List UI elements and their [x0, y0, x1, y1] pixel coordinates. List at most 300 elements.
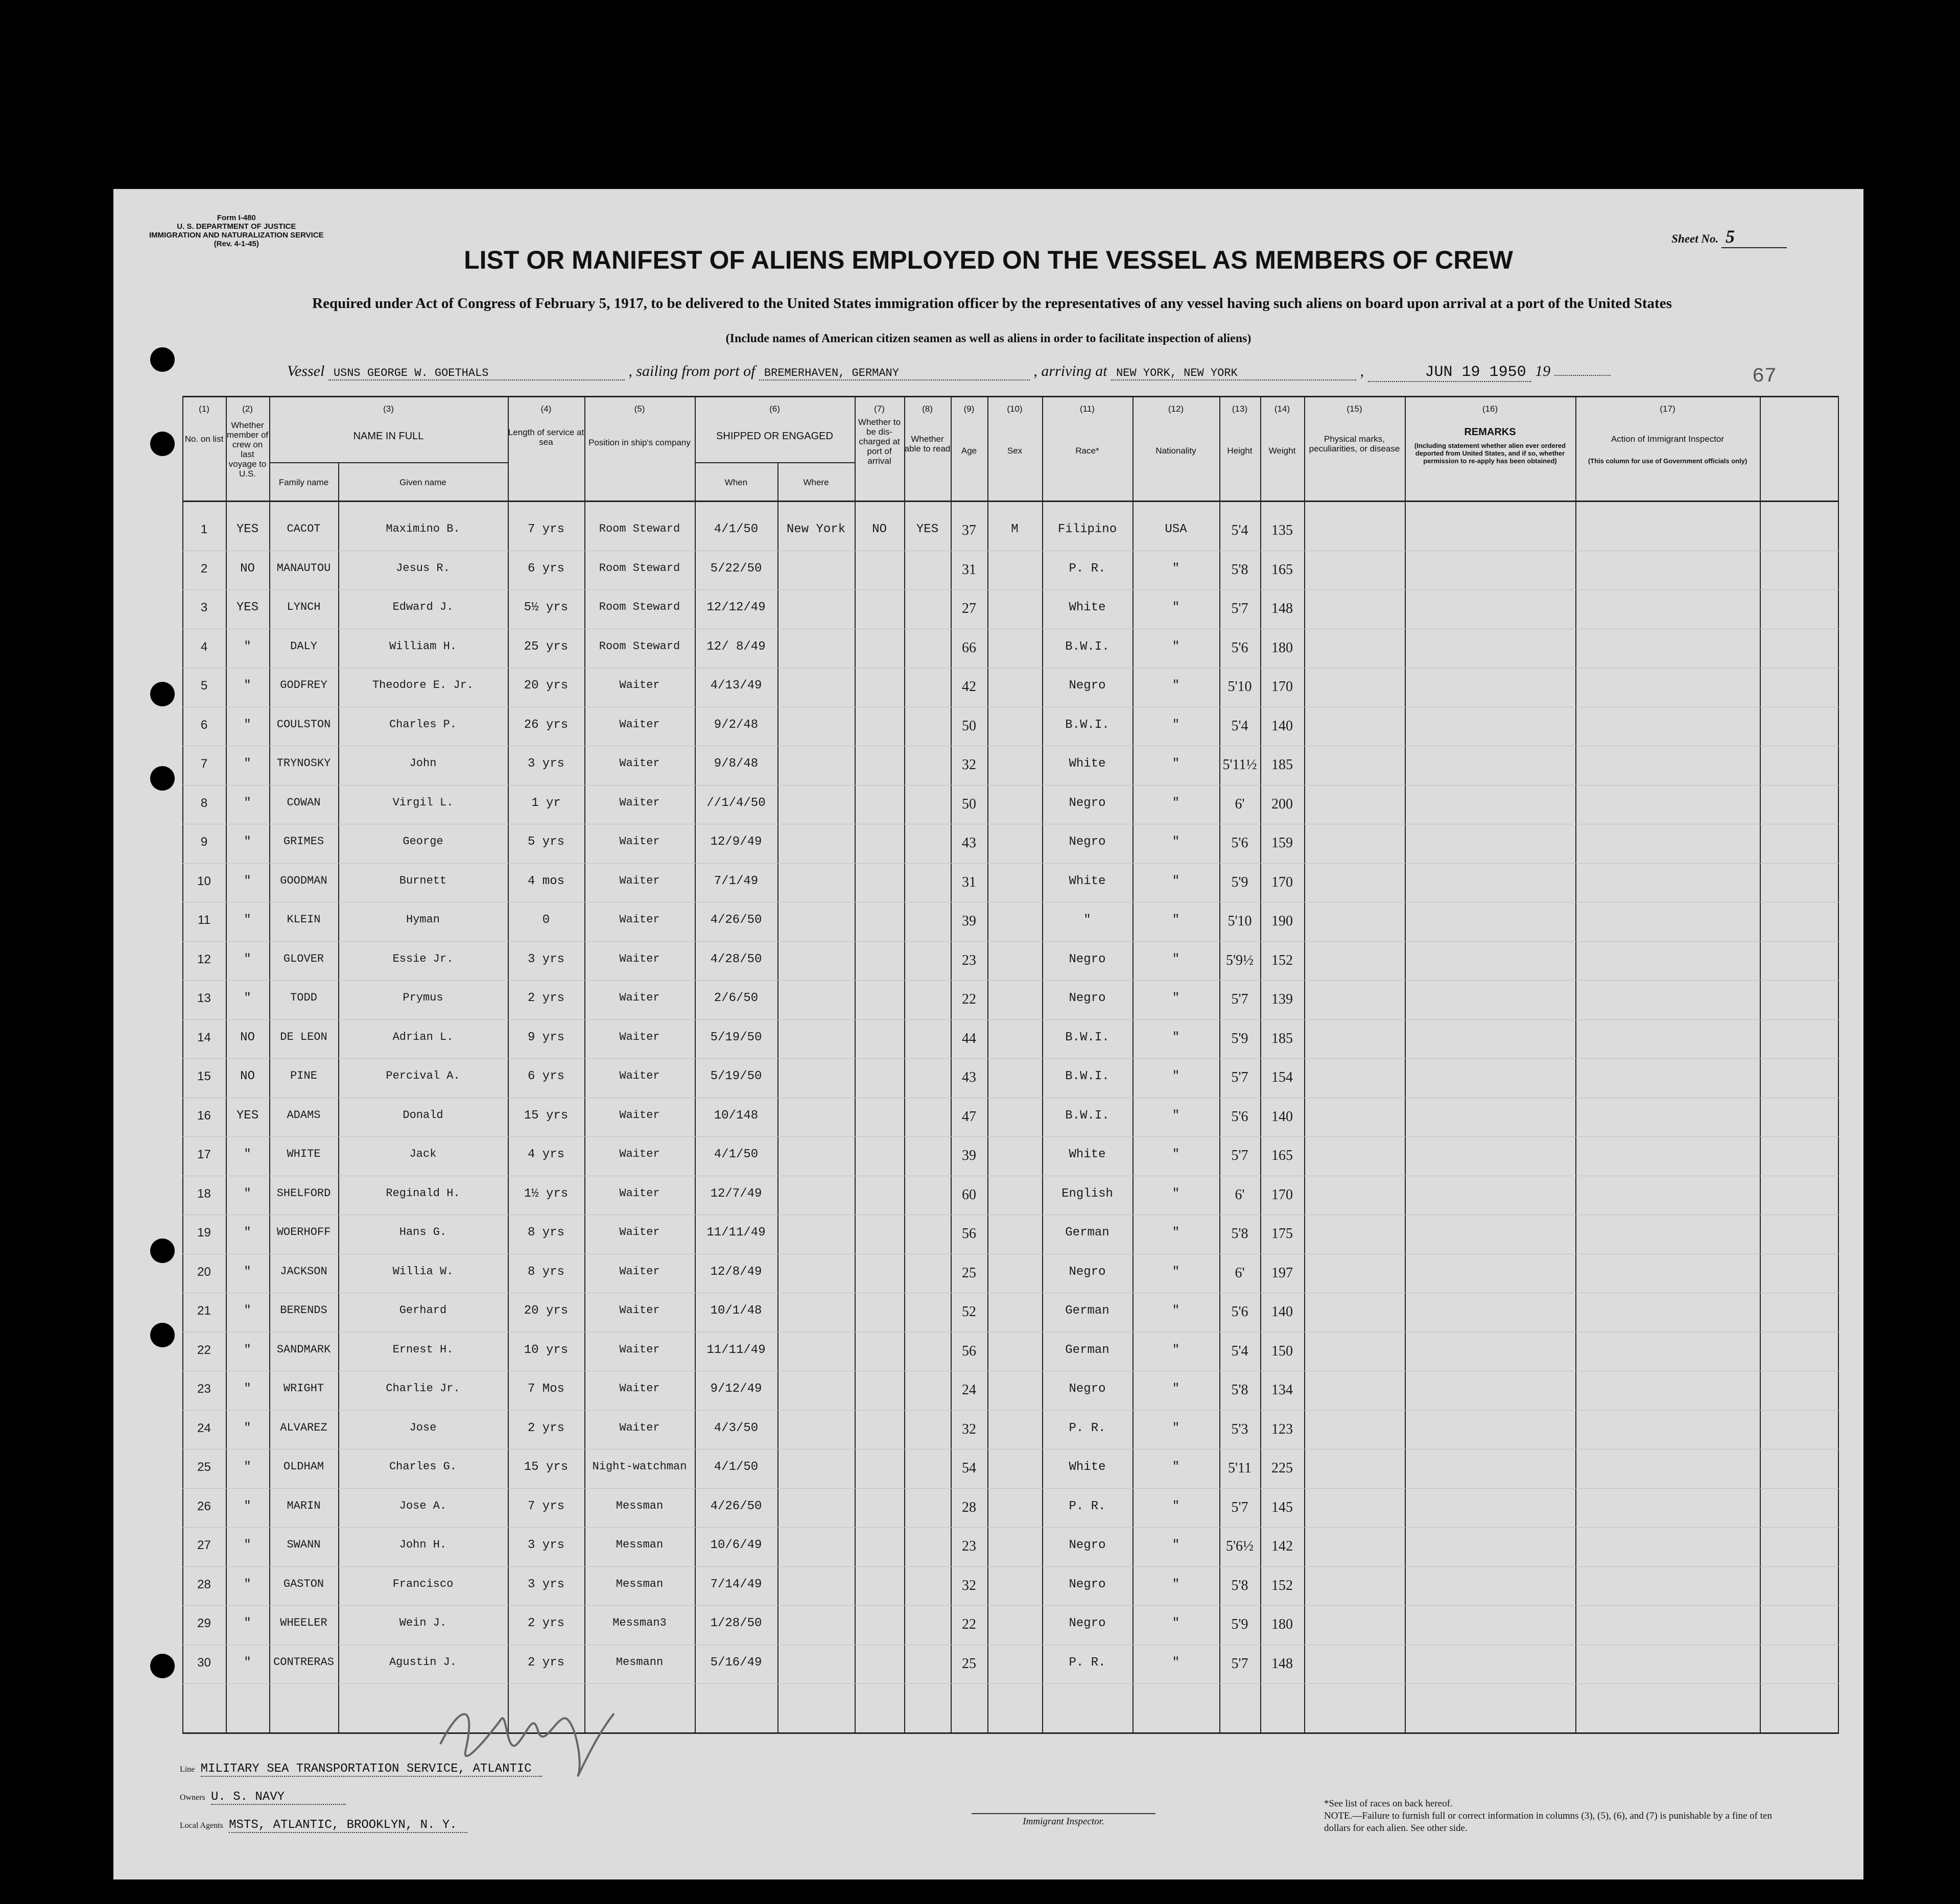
- cell-family: ADAMS: [287, 1108, 321, 1122]
- table-column-rule: [1405, 396, 1406, 1734]
- cell-age: 42: [962, 679, 976, 695]
- cell-race: English: [1061, 1186, 1113, 1201]
- manifest-sheet: [113, 189, 1863, 1879]
- table-column-rule: [1132, 396, 1134, 1734]
- cell-height: 5'4: [1231, 1343, 1248, 1359]
- cell-given: Adrian L.: [392, 1030, 454, 1043]
- table-row-divider: [182, 1019, 1839, 1020]
- cell-age: 60: [962, 1186, 976, 1203]
- cell-weight: 150: [1271, 1343, 1293, 1359]
- cell-family: GODFREY: [280, 679, 327, 692]
- cell-race: Negro: [1069, 1538, 1106, 1552]
- cell-nationality: ": [1172, 639, 1180, 654]
- column-header-weight: Weight: [1268, 446, 1296, 456]
- cell-length: 25 yrs: [524, 639, 569, 654]
- cell-given: Reginald H.: [386, 1186, 460, 1200]
- cell-length: 1 yr: [531, 796, 561, 810]
- table-row-rule: [182, 501, 1839, 502]
- year-label: 19: [1535, 363, 1551, 379]
- cell-weight: 185: [1271, 1030, 1293, 1046]
- table-column-rule: [1760, 396, 1761, 1734]
- cell-nationality: ": [1172, 718, 1180, 732]
- cell-height: 5'10: [1227, 913, 1252, 929]
- cell-no: 29: [197, 1616, 211, 1630]
- cell-family: JACKSON: [280, 1265, 327, 1278]
- column-header-n6: (6): [769, 404, 780, 414]
- table-column-rule: [1304, 396, 1305, 1734]
- cell-nationality: ": [1172, 991, 1180, 1005]
- column-header-discharged: Whether to be dis-charged at port of arrival: [858, 417, 901, 466]
- cell-height: 5'7: [1231, 1148, 1248, 1163]
- cell-age: 32: [962, 757, 976, 773]
- cell-when: 4/13/49: [710, 679, 762, 693]
- cell-nationality: ": [1172, 874, 1180, 888]
- cell-height: 5'8: [1231, 561, 1248, 578]
- cell-no: 30: [197, 1655, 211, 1670]
- cell-when: 4/3/50: [714, 1421, 759, 1435]
- crew-table: [182, 396, 1839, 1734]
- cell-position: Waiter: [619, 1108, 660, 1122]
- cell-race: Negro: [1069, 1577, 1106, 1591]
- cell-nationality: ": [1172, 1343, 1180, 1357]
- cell-member: ": [244, 639, 251, 654]
- cell-given: Agustin J.: [389, 1655, 457, 1669]
- cell-when: 11/11/49: [706, 1226, 766, 1240]
- cell-weight: 175: [1271, 1226, 1293, 1242]
- sailing-port: BREMERHAVEN, GERMANY: [759, 367, 1030, 380]
- revision: (Rev. 4-1-45): [214, 240, 259, 248]
- table-column-rule: [777, 396, 778, 1734]
- cell-when: 11/11/49: [706, 1343, 766, 1357]
- cell-given: Charles P.: [389, 718, 457, 731]
- cell-height: 5'6½: [1225, 1538, 1254, 1554]
- cell-height: 5'7: [1231, 1499, 1248, 1515]
- cell-race: Negro: [1069, 1616, 1106, 1630]
- cell-when: 4/28/50: [710, 952, 762, 966]
- cell-nationality: ": [1172, 1069, 1180, 1083]
- cell-weight: 135: [1271, 522, 1293, 538]
- cell-age: 25: [962, 1265, 976, 1281]
- column-header-n13: (13): [1232, 404, 1248, 414]
- cell-family: MANAUTOU: [276, 561, 331, 575]
- cell-weight: 185: [1271, 757, 1293, 773]
- cell-nationality: ": [1172, 1186, 1180, 1201]
- cell-no: 20: [197, 1265, 211, 1279]
- cell-age: 24: [962, 1382, 976, 1398]
- table-column-rule: [987, 396, 988, 1734]
- cell-age: 43: [962, 1069, 976, 1085]
- cell-given: Jose A.: [399, 1499, 447, 1512]
- cell-length: 7 Mos: [527, 1382, 564, 1396]
- cell-no: 27: [197, 1538, 211, 1552]
- cell-no: 4: [200, 639, 208, 654]
- cell-position: Mesmann: [616, 1655, 664, 1669]
- cell-length: 10 yrs: [524, 1343, 569, 1357]
- table-column-rule: [904, 396, 905, 1734]
- cell-weight: 200: [1271, 796, 1293, 812]
- cell-member: NO: [240, 1069, 255, 1083]
- cell-nationality: ": [1172, 1148, 1180, 1161]
- cell-member: ": [244, 1148, 251, 1161]
- cell-nationality: ": [1172, 1226, 1180, 1240]
- cell-no: 16: [197, 1108, 211, 1123]
- cell-member: ": [244, 1538, 251, 1552]
- cell-height: 5'9: [1231, 1030, 1248, 1046]
- cell-age: 39: [962, 913, 976, 929]
- cell-race: B.W.I.: [1065, 639, 1109, 654]
- cell-race: Negro: [1069, 952, 1106, 966]
- cell-position: Night-watchman: [592, 1460, 687, 1473]
- cell-height: 5'10: [1227, 679, 1252, 695]
- cell-length: 2 yrs: [527, 1655, 564, 1670]
- column-header-position: Position in ship's company: [588, 438, 691, 447]
- cell-given: Virgil L.: [392, 796, 454, 809]
- arrival-date: JUN 19 1950: [1368, 364, 1531, 382]
- vessel-line: Vessel USNS GEORGE W. GOETHALS , sailing from port of BREMERHAVEN, GERMANY , arriving at NEW YORK, NEW YORK , JUN 19 1950 19: [287, 363, 1611, 382]
- cell-height: 6': [1235, 1186, 1245, 1203]
- cell-no: 28: [197, 1577, 211, 1591]
- cell-member: ": [244, 1304, 251, 1318]
- table-column-rule: [695, 396, 696, 1734]
- column-header-n2: (2): [242, 404, 253, 414]
- cell-weight: 134: [1271, 1382, 1293, 1398]
- cell-weight: 197: [1271, 1265, 1293, 1281]
- owners-value: U. S. NAVY: [211, 1790, 346, 1805]
- cell-position: Waiter: [619, 1343, 660, 1356]
- cell-family: GASTON: [283, 1577, 324, 1590]
- agents-value: MSTS, ATLANTIC, BROOKLYN, N. Y.: [229, 1818, 467, 1833]
- cell-height: 5'6: [1231, 639, 1248, 656]
- cell-length: 2 yrs: [527, 991, 564, 1005]
- cell-height: 5'7: [1231, 1655, 1248, 1672]
- cell-age: 52: [962, 1304, 976, 1320]
- cell-height: 5'6: [1231, 835, 1248, 851]
- cell-given: Gerhard: [399, 1304, 447, 1317]
- cell-no: 17: [197, 1148, 211, 1161]
- cell-no: 13: [197, 991, 211, 1005]
- cell-weight: 123: [1271, 1421, 1293, 1437]
- cell-member: ": [244, 796, 251, 810]
- cell-given: John: [409, 757, 437, 770]
- cell-member: ": [244, 835, 251, 849]
- cell-family: GLOVER: [283, 952, 324, 965]
- cell-family: LYNCH: [287, 601, 321, 613]
- cell-length: 7 yrs: [527, 522, 564, 536]
- cell-given: Jose: [409, 1421, 437, 1434]
- cell-position: Waiter: [619, 1265, 660, 1278]
- cell-height: 5'8: [1231, 1226, 1248, 1242]
- cell-given: Donald: [403, 1108, 443, 1122]
- cell-weight: 225: [1271, 1460, 1293, 1476]
- cell-given: Jesus R.: [396, 561, 450, 575]
- cell-age: 22: [962, 991, 976, 1007]
- cell-member: ": [244, 1460, 251, 1474]
- agents-label: Local Agents: [180, 1821, 223, 1830]
- cell-race: Negro: [1069, 1382, 1106, 1396]
- cell-weight: 148: [1271, 1655, 1293, 1672]
- cell-nationality: ": [1172, 1382, 1180, 1396]
- agents-row: [180, 1818, 467, 1832]
- cell-family: WRIGHT: [283, 1382, 324, 1395]
- cell-length: 6 yrs: [527, 561, 564, 576]
- form-number: Form I-480: [217, 213, 256, 222]
- cell-given: William H.: [389, 639, 457, 653]
- cell-height: 5'6: [1231, 1304, 1248, 1320]
- footnote-penalty: NOTE.—Failure to furnish full or correct information in columns (3), (5), (6), and (7) is punishable by a fine of ten dollars for each alien. See other side.: [1324, 1811, 1772, 1834]
- cell-weight: 190: [1271, 913, 1293, 929]
- cell-no: 26: [197, 1499, 211, 1513]
- cell-race: White: [1069, 1148, 1106, 1161]
- cell-member: ": [244, 679, 251, 693]
- column-header-n4: (4): [540, 404, 552, 414]
- cell-family: WHEELER: [280, 1616, 327, 1629]
- sheet-number-label: Sheet No.: [1671, 232, 1719, 245]
- cell-when: 5/22/50: [710, 561, 762, 576]
- cell-position: Waiter: [619, 1382, 660, 1395]
- table-column-rule: [508, 396, 509, 1734]
- cell-age: 25: [962, 1655, 976, 1672]
- cell-family: DALY: [290, 639, 317, 653]
- cell-member: ": [244, 1343, 251, 1357]
- cell-member: ": [244, 1499, 251, 1513]
- column-header-no: No. on list: [184, 434, 224, 444]
- column-header-n9: (9): [963, 404, 975, 414]
- cell-no: 22: [197, 1343, 211, 1357]
- cell-position: Waiter: [619, 718, 660, 731]
- column-header-length: Length of service at sea: [508, 427, 584, 447]
- cell-family: SWANN: [287, 1538, 321, 1551]
- cell-nationality: USA: [1165, 522, 1187, 536]
- cell-family: KLEIN: [287, 913, 321, 926]
- cell-member: ": [244, 874, 251, 888]
- subtitle: Required under Act of Congress of February 5, 1917, to be delivered to the United States immigration officer by the representatives of any vessel having such aliens on board upon arrival at a port of the United States: [312, 295, 1672, 312]
- cell-no: 25: [197, 1460, 211, 1474]
- cell-length: 20 yrs: [524, 1304, 569, 1318]
- cell-race: White: [1069, 757, 1106, 771]
- cell-given: John H.: [399, 1538, 447, 1551]
- cell-position: Waiter: [619, 1421, 660, 1434]
- cell-height: 5'9½: [1225, 952, 1254, 968]
- cell-age: 27: [962, 601, 976, 616]
- column-header-remarks_sub: (Including statement whether alien ever ordered deported from United States, and if so, whether permission to re-apply has been obtained): [1414, 442, 1566, 465]
- cell-height: 5'7: [1231, 991, 1248, 1007]
- cell-position: Messman: [616, 1499, 664, 1512]
- table-column-rule: [1219, 396, 1220, 1734]
- cell-length: 3 yrs: [527, 757, 564, 771]
- cell-race: Filipino: [1057, 522, 1117, 536]
- cell-read: YES: [916, 522, 939, 536]
- cell-family: TRYNOSKY: [276, 757, 331, 770]
- table-column-rule: [226, 396, 227, 1734]
- cell-weight: 152: [1271, 1577, 1293, 1593]
- cell-family: GRIMES: [283, 835, 324, 848]
- table-column-rule: [182, 396, 183, 1734]
- cell-age: 22: [962, 1616, 976, 1632]
- cell-age: 28: [962, 1499, 976, 1515]
- cell-position: Waiter: [619, 991, 660, 1004]
- cell-height: 5'6: [1231, 1108, 1248, 1125]
- cell-member: ": [244, 1655, 251, 1670]
- cell-given: Percival A.: [386, 1069, 460, 1082]
- cell-length: 5½ yrs: [524, 601, 569, 614]
- sailing-label: , sailing from port of: [628, 363, 755, 379]
- cell-weight: 145: [1271, 1499, 1293, 1515]
- table-row-divider: [182, 863, 1839, 864]
- cell-family: GOODMAN: [280, 874, 327, 887]
- line-value: MILITARY SEA TRANSPORTATION SERVICE, ATLANTIC: [201, 1762, 542, 1777]
- table-row-rule: [182, 396, 1839, 397]
- cell-nationality: ": [1172, 1499, 1180, 1513]
- cell-family: CACOT: [287, 522, 321, 535]
- cell-nationality: ": [1172, 757, 1180, 771]
- column-header-name: NAME IN FULL: [353, 431, 424, 442]
- cell-length: 6 yrs: [527, 1069, 564, 1083]
- cell-when: 5/19/50: [710, 1030, 762, 1044]
- cell-age: 47: [962, 1108, 976, 1125]
- cell-length: 7 yrs: [527, 1499, 564, 1513]
- table-row-divider: [182, 1058, 1839, 1059]
- cell-height: 5'7: [1231, 1069, 1248, 1085]
- cell-when: 12/7/49: [710, 1186, 762, 1201]
- cell-length: 8 yrs: [527, 1226, 564, 1240]
- column-header-n17: (17): [1660, 404, 1675, 414]
- cell-weight: 170: [1271, 1186, 1293, 1203]
- cell-age: 44: [962, 1030, 976, 1046]
- column-header-n7: (7): [874, 404, 885, 414]
- cell-when: 12/12/49: [706, 601, 766, 614]
- cell-member: YES: [236, 1108, 259, 1123]
- cell-position: Room Steward: [599, 561, 680, 575]
- cell-given: Charles G.: [389, 1460, 457, 1473]
- cell-length: 4 mos: [527, 874, 564, 888]
- owners-row: [180, 1790, 346, 1804]
- table-row-divider: [182, 980, 1839, 981]
- cell-position: Waiter: [619, 757, 660, 770]
- cell-no: 7: [200, 757, 208, 771]
- cell-no: 21: [197, 1304, 211, 1318]
- cell-age: 50: [962, 718, 976, 734]
- cell-given: Francisco: [392, 1577, 454, 1590]
- column-header-remarks: REMARKS: [1464, 426, 1516, 438]
- column-header-n15: (15): [1347, 404, 1362, 414]
- cell-no: 11: [198, 913, 210, 927]
- cell-member: YES: [236, 601, 259, 614]
- cell-position: Waiter: [619, 1148, 660, 1160]
- vessel-name: USNS GEORGE W. GOETHALS: [328, 367, 625, 380]
- cell-position: Room Steward: [599, 522, 680, 535]
- cell-age: 32: [962, 1421, 976, 1437]
- cell-given: Wein J.: [399, 1616, 447, 1629]
- cell-length: 15 yrs: [524, 1108, 569, 1123]
- cell-age: 37: [962, 522, 976, 538]
- cell-position: Waiter: [619, 796, 660, 809]
- cell-race: White: [1069, 874, 1106, 888]
- cell-when: 7/1/49: [714, 874, 759, 888]
- table-row-divider: [182, 1410, 1839, 1411]
- cell-member: ": [244, 1382, 251, 1396]
- cell-age: 32: [962, 1577, 976, 1593]
- column-header-action_sub: (This column for use of Government officials only): [1588, 457, 1748, 465]
- cell-given: Willia W.: [392, 1265, 454, 1278]
- punch-hole: [150, 766, 175, 791]
- cell-member: ": [244, 1616, 251, 1630]
- cell-height: 5'8: [1231, 1577, 1248, 1593]
- cell-height: 5'3: [1231, 1421, 1248, 1437]
- cell-race: P. R.: [1069, 561, 1106, 576]
- cell-family: MARIN: [287, 1499, 321, 1512]
- column-header-height: Height: [1227, 446, 1253, 456]
- subheader-rule: [695, 462, 855, 463]
- cell-no: 12: [197, 952, 211, 966]
- cell-family: BERENDS: [280, 1304, 327, 1317]
- cell-when: //1/4/50: [706, 796, 766, 810]
- cell-given: Hans G.: [399, 1226, 447, 1239]
- column-header-n16: (16): [1482, 404, 1498, 414]
- table-column-rule: [1838, 396, 1839, 1734]
- cell-nationality: ": [1172, 1265, 1180, 1279]
- cell-position: Messman3: [612, 1616, 667, 1629]
- punch-hole: [150, 347, 175, 372]
- column-header-n1: (1): [199, 404, 209, 414]
- cell-race: Negro: [1069, 991, 1106, 1005]
- table-row-divider: [182, 1136, 1839, 1137]
- instruction-note: (Include names of American citizen seamen as well as aliens in order to facilitate inspection of aliens): [725, 332, 1251, 345]
- cell-family: COULSTON: [276, 718, 331, 731]
- cell-race: Negro: [1069, 679, 1106, 693]
- form-identifier: [149, 213, 324, 248]
- table-column-rule: [269, 396, 270, 1734]
- cell-position: Room Steward: [599, 601, 680, 613]
- year-blank: [1554, 375, 1611, 376]
- cell-height: 5'4: [1231, 718, 1248, 734]
- table-row-divider: [182, 785, 1839, 786]
- cell-no: 18: [197, 1186, 211, 1201]
- cell-nationality: ": [1172, 913, 1180, 927]
- cell-race: White: [1069, 601, 1106, 614]
- footnote: [1324, 1798, 1794, 1835]
- cell-weight: 140: [1271, 1304, 1293, 1320]
- table-row-divider: [182, 589, 1839, 590]
- cell-member: ": [244, 1186, 251, 1201]
- cell-age: 31: [962, 561, 976, 578]
- cell-height: 5'4: [1231, 522, 1248, 538]
- table-row-divider: [182, 1605, 1839, 1606]
- cell-length: 2 yrs: [527, 1616, 564, 1630]
- sheet-number-value: 5: [1721, 226, 1787, 248]
- cell-member: NO: [240, 1030, 255, 1044]
- cell-weight: 159: [1271, 835, 1293, 851]
- cell-weight: 140: [1271, 1108, 1293, 1125]
- cell-height: 6': [1235, 796, 1245, 812]
- table-column-rule: [951, 396, 952, 1734]
- cell-race: ": [1083, 913, 1091, 927]
- cell-age: 56: [962, 1226, 976, 1242]
- cell-age: 39: [962, 1148, 976, 1163]
- cell-length: 15 yrs: [524, 1460, 569, 1474]
- column-header-sex: Sex: [1007, 446, 1023, 456]
- cell-age: 54: [962, 1460, 976, 1476]
- cell-weight: 180: [1271, 1616, 1293, 1632]
- column-header-shipped: SHIPPED OR ENGAGED: [716, 431, 833, 442]
- cell-no: 5: [200, 679, 208, 693]
- cell-family: CONTRERAS: [273, 1655, 334, 1669]
- cell-family: OLDHAM: [283, 1460, 324, 1473]
- cell-member: YES: [236, 522, 259, 536]
- punch-hole: [150, 1239, 175, 1263]
- cell-weight: 165: [1271, 1148, 1293, 1163]
- cell-nationality: ": [1172, 796, 1180, 810]
- cell-race: P. R.: [1069, 1499, 1106, 1513]
